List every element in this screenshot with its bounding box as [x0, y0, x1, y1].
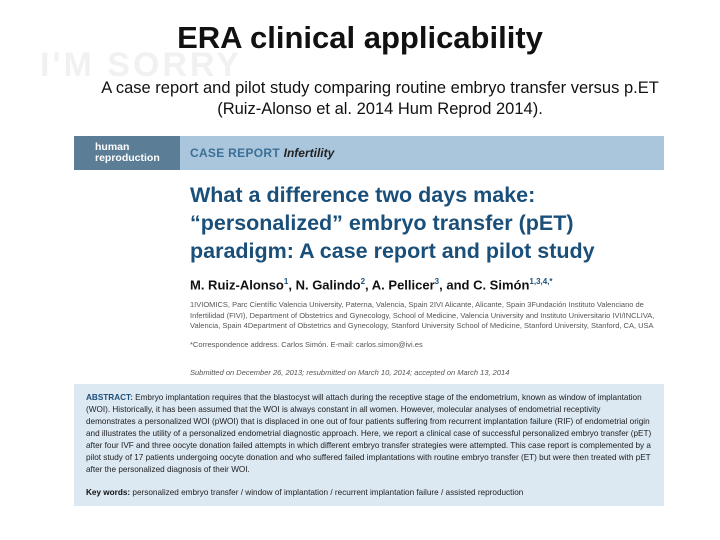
author-name: C. Simón [473, 277, 530, 293]
keywords-body: personalized embryo transfer / window of implantation / recurrent implantation failure / assisted reproduction [132, 488, 524, 497]
journal-name-line-2: reproduction [95, 152, 160, 164]
abstract [86, 392, 652, 476]
author-name: N. Galindo [295, 277, 361, 293]
author-affiliation-marker: 1 [283, 277, 289, 286]
author-separator: , [365, 277, 372, 293]
abstract-label: ABSTRACT: [86, 393, 133, 402]
slide-title: ERA clinical applicability [177, 20, 543, 55]
abstract-box [74, 384, 664, 506]
journal-logo [74, 136, 180, 170]
journal-banner [74, 136, 664, 170]
author-separator: , and [439, 277, 474, 293]
author-name: M. Ruiz-Alonso [190, 277, 284, 293]
keywords-label: Key words: [86, 488, 131, 497]
author-list [190, 277, 660, 292]
watermark-text: I'M SORRY [40, 46, 242, 84]
author-affiliation-marker: 1,3,4,* [529, 277, 553, 286]
article-type [190, 146, 334, 160]
paper-title: What a difference two days make: “personalized” embryo transfer (pET) paradigm: A case report and pilot study [190, 183, 595, 263]
author-affiliation-marker: 2 [360, 277, 366, 286]
author-separator: , [288, 277, 296, 293]
author-name: A. Pellicer [371, 277, 435, 293]
paper-image [74, 136, 664, 506]
slide-subtitle [60, 78, 700, 120]
keywords [86, 488, 652, 497]
abstract-body: Embryo implantation requires that the blastocyst will attach during the receptive stage of the endometrium, known as window of implantation (WOI). Historically, it has been assumed that the WOI is always constant in all women. However, molecular analyses of endometrial receptivity demonstrates a personalized WOI (pWOI) that is displaced in one out of four patients suffering from recurrent implantation failure (RIF) of endometrial origin and illustrates the utility of a personalized endometrial diagnostic approach. Here, we report a clinical case of successful personalized embryo transfer (pET) after four IVF and three oocyte donation failed attempts in which different embryo transfer strategies were attempted. This case report is complemented by a pilot study of 17 patients undergoing oocyte donation and who suffered failed implantations with routine embryo transfer (ET) but were then treated with pET after the personalized diagnosis of their WOI. [86, 393, 652, 474]
subtitle-line-2: (Ruiz-Alonso et al. 2014 Hum Reprod 2014). [217, 100, 543, 118]
correspondence: *Correspondence address. Carlos Simón. E-mail: carlos.simon@ivi.es [190, 340, 423, 349]
affiliations: 1IVIOMICS, Parc Científic Valencia University, Paterna, Valencia, Spain 2IVI Alicante, Alicante, Spain 3Fundación Instituto Valenciano de Infertilidad (FIVI), Department of Obstetrics and Gynecology, School of Medicine, Valencia University and Instituto Universitario IVI/INCLIVA, Valencia, Spain 4Department of Obstetrics and Gynecology, Stanford University School of Medicine, Stanford University, Stanford, CA, USA [190, 300, 655, 330]
submission-dates: Submitted on December 26, 2013; resubmitted on March 10, 2014; accepted on March 13, 2014 [190, 368, 510, 377]
section-label: CASE REPORT [190, 146, 280, 160]
subtitle-line-1: A case report and pilot study comparing routine embryo transfer versus p.ET [101, 79, 659, 97]
author-affiliation-marker: 3 [434, 277, 440, 286]
journal-name-line-1: human [95, 141, 130, 153]
category-label: Infertility [283, 146, 335, 160]
